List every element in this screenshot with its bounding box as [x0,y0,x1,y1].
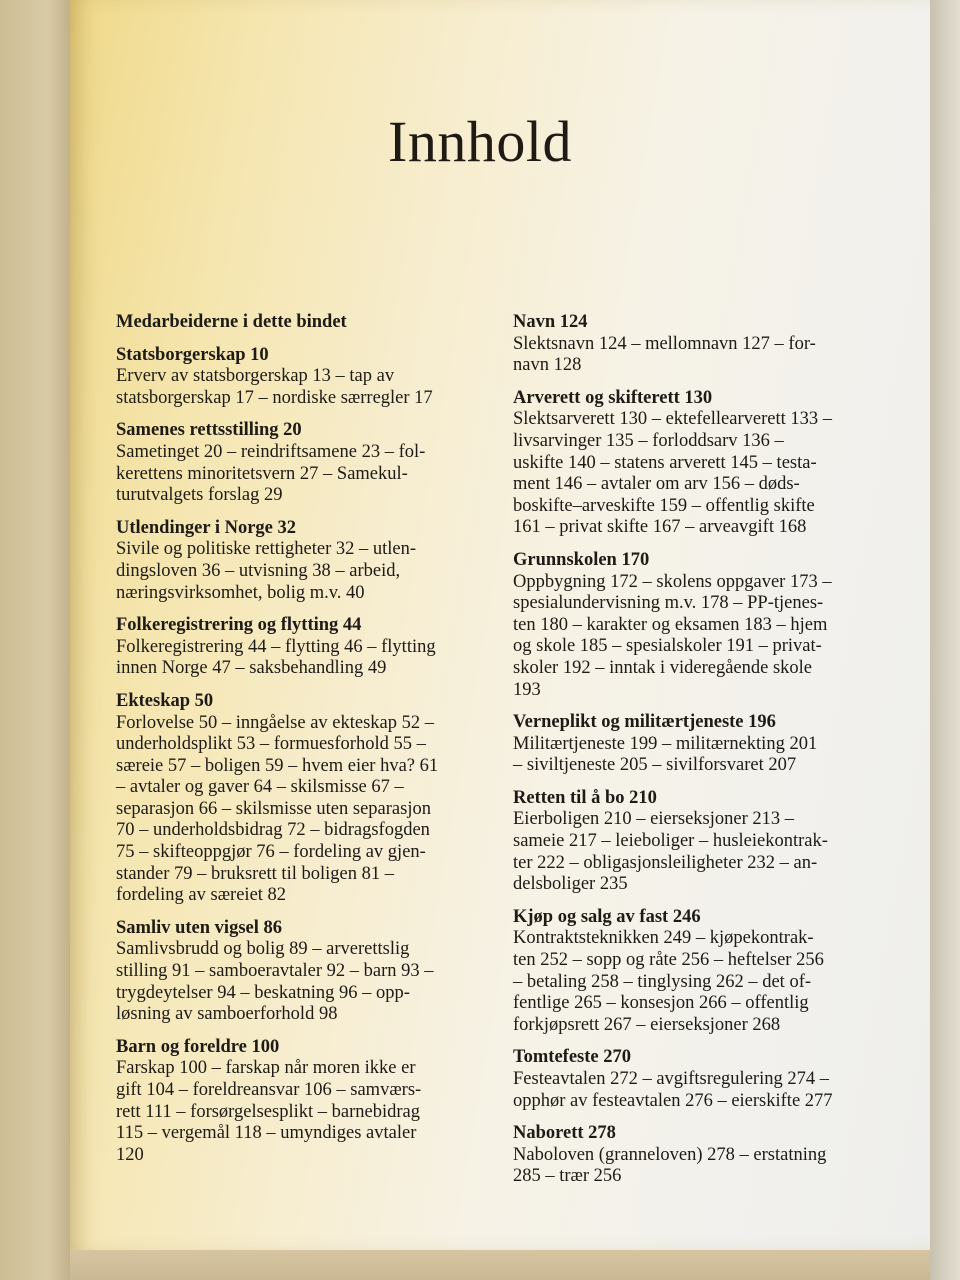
toc-entry-subtopics: Samlivsbrudd og bolig 89 – arverettslig stilling 91 – samboeravtaler 92 – barn 93 – trygdeytelser 94 – beskatning 96 – opp- løsning av samboerforhold 98 [116,939,434,1025]
toc-entry-subtopics: Sametinget 20 – reindriftsamene 23 – fol- kerettens minoritetsvern 27 – Samekul- turutvalgets forslag 29 [116,441,426,506]
toc-entry [116,1037,486,1167]
toc-entry-subtopics: Erverv av statsborgerskap 13 – tap av statsborgerskap 17 – nordiske særregler 17 [116,366,433,408]
toc-entry-heading: Verneplikt og militærtjeneste 196 [513,712,776,733]
toc-entry-heading: Arverett og skifterett 130 [513,387,713,408]
toc-entry [513,550,878,701]
toc-entry [116,615,486,680]
toc-entry-heading: Folkeregistrering og flytting 44 [116,615,362,636]
toc-entry [116,518,486,604]
toc-entry-subtopics: Slektsarverett 130 – ektefellearverett 133 – livsarvinger 135 – forloddsarv 136 – uskifte 140 – statens arverett 145 – testa- ment 146 – avtaler om arv 156 – døds- boskifte–arveskifte 159 – offentlig skifte 161 – privat skifte 167 – arveavgift 168 [513,409,832,538]
toc-entry [513,907,878,1037]
toc-entry-subtopics: Militærtjeneste 199 – militærnekting 201 – siviltjeneste 205 – sivilforsvaret 207 [513,733,818,776]
toc-entry [513,1123,878,1188]
toc-entry-subtopics: Slektsnavn 124 – mellomnavn 127 – for- navn 128 [513,333,816,376]
toc-entry-subtopics: Kontraktsteknikken 249 – kjøpekontrak- ten 252 – sopp og råte 256 – heftelser 256 – betaling 258 – tinglysing 262 – det of- fentlige 265 – konsesjon 266 – offentlig forkjøpsrett 267 – eierseksjoner 268 [513,928,824,1035]
toc-entry-heading: Ekteskap 50 [116,690,214,711]
toc-entry-heading: Kjøp og salg av fast 246 [513,906,701,927]
toc-entry [513,1047,878,1112]
toc-entry [116,691,486,907]
toc-entry [116,345,486,410]
toc-entry-subtopics: Sivile og politiske rettigheter 32 – utlen- dingsloven 36 – utvisning 38 – arbeid, næringsvirksomhet, bolig m.v. 40 [116,539,417,603]
toc-entry-heading: Barn og foreldre 100 [116,1036,280,1057]
toc-entry-subtopics: Forlovelse 50 – inngåelse av ekteskap 52 – underholdsplikt 53 – formuesforhold 55 – særeie 57 – boligen 59 – hvem eier hva? 61 – avtaler og gaver 64 – skilsmisse 67 – separasjon 66 – skilsmisse uten separasjon 70 – underholdsbidrag 72 – bidragsfogden 75 – skifteoppgjør 76 – fordeling av gjen- stander 79 – bruksrett til boligen 81 – fordeling av særeiet 82 [116,712,439,906]
toc-entry [116,312,486,334]
toc-entry-subtopics: Naboloven (granneloven) 278 – erstatning 285 – trær 256 [513,1144,827,1187]
toc-entry-subtopics: Oppbygning 172 – skolens oppgaver 173 – spesialundervisning m.v. 178 – PP-tjenes- ten 180 – karakter og eksamen 183 – hjem og skole 185 – spesialskoler 191 – privat- skoler 192 – inntak i videregående skole 193 [513,571,832,700]
toc-entry-subtopics: Farskap 100 – farskap når moren ikke er gift 104 – foreldreansvar 106 – samværs- rett 111 – forsørgelsesplikt – barnebidrag 115 – vergemål 118 – umyndiges avtaler 120 [116,1058,422,1165]
toc-entry-heading: Samliv uten vigsel 86 [116,917,282,938]
toc-entry-heading: Utlendinger i Norge 32 [116,517,297,538]
toc-left-column [116,312,486,1177]
toc-entry [116,918,486,1026]
toc-entry [513,712,878,777]
toc-entry-heading: Tomtefeste 270 [513,1047,631,1068]
toc-entry-subtopics: Eierboligen 210 – eierseksjoner 213 – sameie 217 – leieboliger – husleiekontrak- ter 222 – obligasjonsleiligheter 232 – an- delsboliger 235 [513,809,828,895]
toc-entry-heading: Naborett 278 [513,1123,616,1144]
page-title: Innhold [388,109,572,174]
toc-entry-heading: Grunnskolen 170 [513,549,650,570]
toc-entry [513,388,878,539]
toc-entry [513,312,878,377]
toc-entry-subtopics: Festeavtalen 272 – avgiftsregulering 274 – opphør av festeavtalen 276 – eierskifte 277 [513,1069,833,1111]
toc-right-column [513,312,878,1199]
toc-entry-heading: Statsborgerskap 10 [116,344,269,365]
backdrop-left [0,0,80,1280]
toc-entry [513,788,878,896]
toc-entry-heading: Samenes rettsstilling 20 [116,420,302,441]
toc-entry-heading: Retten til å bo 210 [513,787,657,808]
toc-entry-subtopics: Folkeregistrering 44 – flytting 46 – flytting innen Norge 47 – saksbehandling 49 [116,636,436,679]
toc-entry-heading: Navn 124 [513,312,588,332]
page-bottom-edge [70,1250,930,1280]
toc-entry-heading: Medarbeiderne i dette bindet [116,312,347,332]
toc-entry [116,420,486,506]
